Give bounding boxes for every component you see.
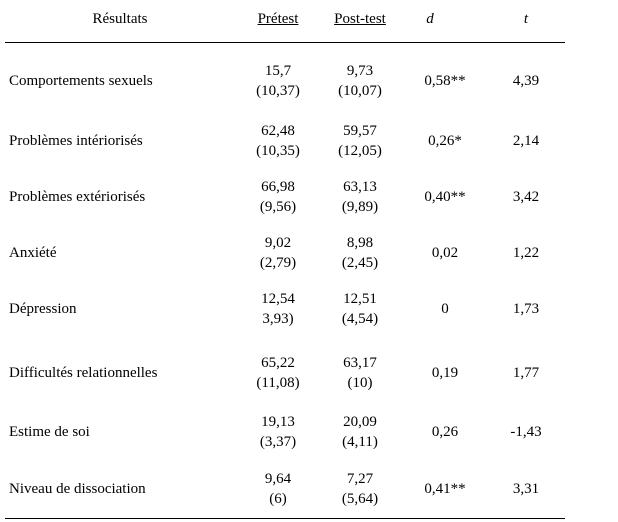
posttest-cell [315,353,405,393]
table-row [0,469,618,509]
table-header [0,8,618,30]
posttest-cell [315,177,405,217]
effect-size-d: 0,41** [424,481,466,497]
effect-size-d: 0,19 [431,365,459,381]
pretest-cell [233,233,323,273]
table-bottom-rule [5,518,565,519]
table-row [0,412,618,452]
posttest-cell [315,121,405,161]
posttest-sd: (4,54) [341,311,379,327]
row-label: Dépression [9,301,77,317]
t-value: 1,73 [512,301,540,317]
posttest-cell [315,469,405,509]
pretest-cell [233,177,323,217]
pretest-mean: 62,48 [261,123,295,139]
posttest-mean: 20,09 [343,414,377,430]
row-label: Estime de soi [9,424,90,440]
posttest-mean: 7,27 [346,471,374,487]
row-label: Niveau de dissociation [9,481,146,497]
header-resultats: Résultats [92,11,148,27]
pretest-cell [233,289,323,329]
posttest-sd: (10) [347,375,373,391]
pretest-cell [233,469,323,509]
pretest-sd: (3,37) [259,434,297,450]
pretest-sd: (2,79) [259,255,297,271]
row-label: Difficultés relationnelles [9,365,158,381]
row-label: Comportements sexuels [9,73,153,89]
row-label: Problèmes extériorisés [9,189,146,205]
pretest-sd: (11,08) [256,375,300,391]
posttest-sd: (5,64) [341,491,379,507]
pretest-cell [233,121,323,161]
posttest-sd: (10,07) [338,83,382,99]
table-row [0,177,618,217]
pretest-mean: 9,64 [264,471,292,487]
posttest-mean: 63,17 [343,355,377,371]
posttest-sd: (4,11) [342,434,378,450]
posttest-cell [315,61,405,101]
table-top-rule [5,42,565,43]
effect-size-d: 0,02 [431,245,459,261]
pretest-sd: (10,35) [256,143,300,159]
pretest-sd: (6) [269,491,287,507]
t-value: 4,39 [512,73,540,89]
effect-size-d: 0,26 [431,424,459,440]
pretest-mean: 66,98 [261,179,295,195]
pretest-sd: (10,37) [256,83,300,99]
posttest-mean: 63,13 [343,179,377,195]
posttest-cell [315,233,405,273]
t-value: 2,14 [512,133,540,149]
posttest-mean: 8,98 [346,235,374,251]
posttest-mean: 9,73 [346,63,374,79]
header-d: d [426,11,434,27]
table-row [0,353,618,393]
effect-size-d: 0,58** [424,73,466,89]
posttest-mean: 59,57 [343,123,377,139]
table-row [0,233,618,273]
t-value: -1,43 [510,424,542,440]
pretest-mean: 65,22 [261,355,295,371]
effect-size-d: 0,26* [428,133,462,149]
t-value: 3,31 [512,481,540,497]
effect-size-d: 0,40** [424,189,466,205]
pretest-sd: 3,93) [262,311,294,327]
pretest-mean: 15,7 [264,63,292,79]
posttest-sd: (2,45) [341,255,379,271]
pretest-cell [233,353,323,393]
pretest-sd: (9,56) [259,199,297,215]
posttest-cell [315,289,405,329]
pretest-cell [233,412,323,452]
header-posttest: Post-test [334,11,386,27]
pretest-mean: 19,13 [261,414,295,430]
posttest-sd: (9,89) [341,199,379,215]
table-row [0,289,618,329]
t-value: 1,77 [512,365,540,381]
header-t: t [523,11,529,27]
t-value: 3,42 [512,189,540,205]
table-row [0,121,618,161]
pretest-mean: 9,02 [264,235,292,251]
row-label: Problèmes intériorisés [9,133,143,149]
pretest-cell [233,61,323,101]
header-pretest: Prétest [257,11,299,27]
t-value: 1,22 [512,245,540,261]
posttest-mean: 12,51 [343,291,377,307]
pretest-mean: 12,54 [261,291,295,307]
row-label: Anxiété [9,245,57,261]
posttest-cell [315,412,405,452]
effect-size-d: 0 [441,301,449,317]
table-row [0,61,618,101]
posttest-sd: (12,05) [338,143,382,159]
